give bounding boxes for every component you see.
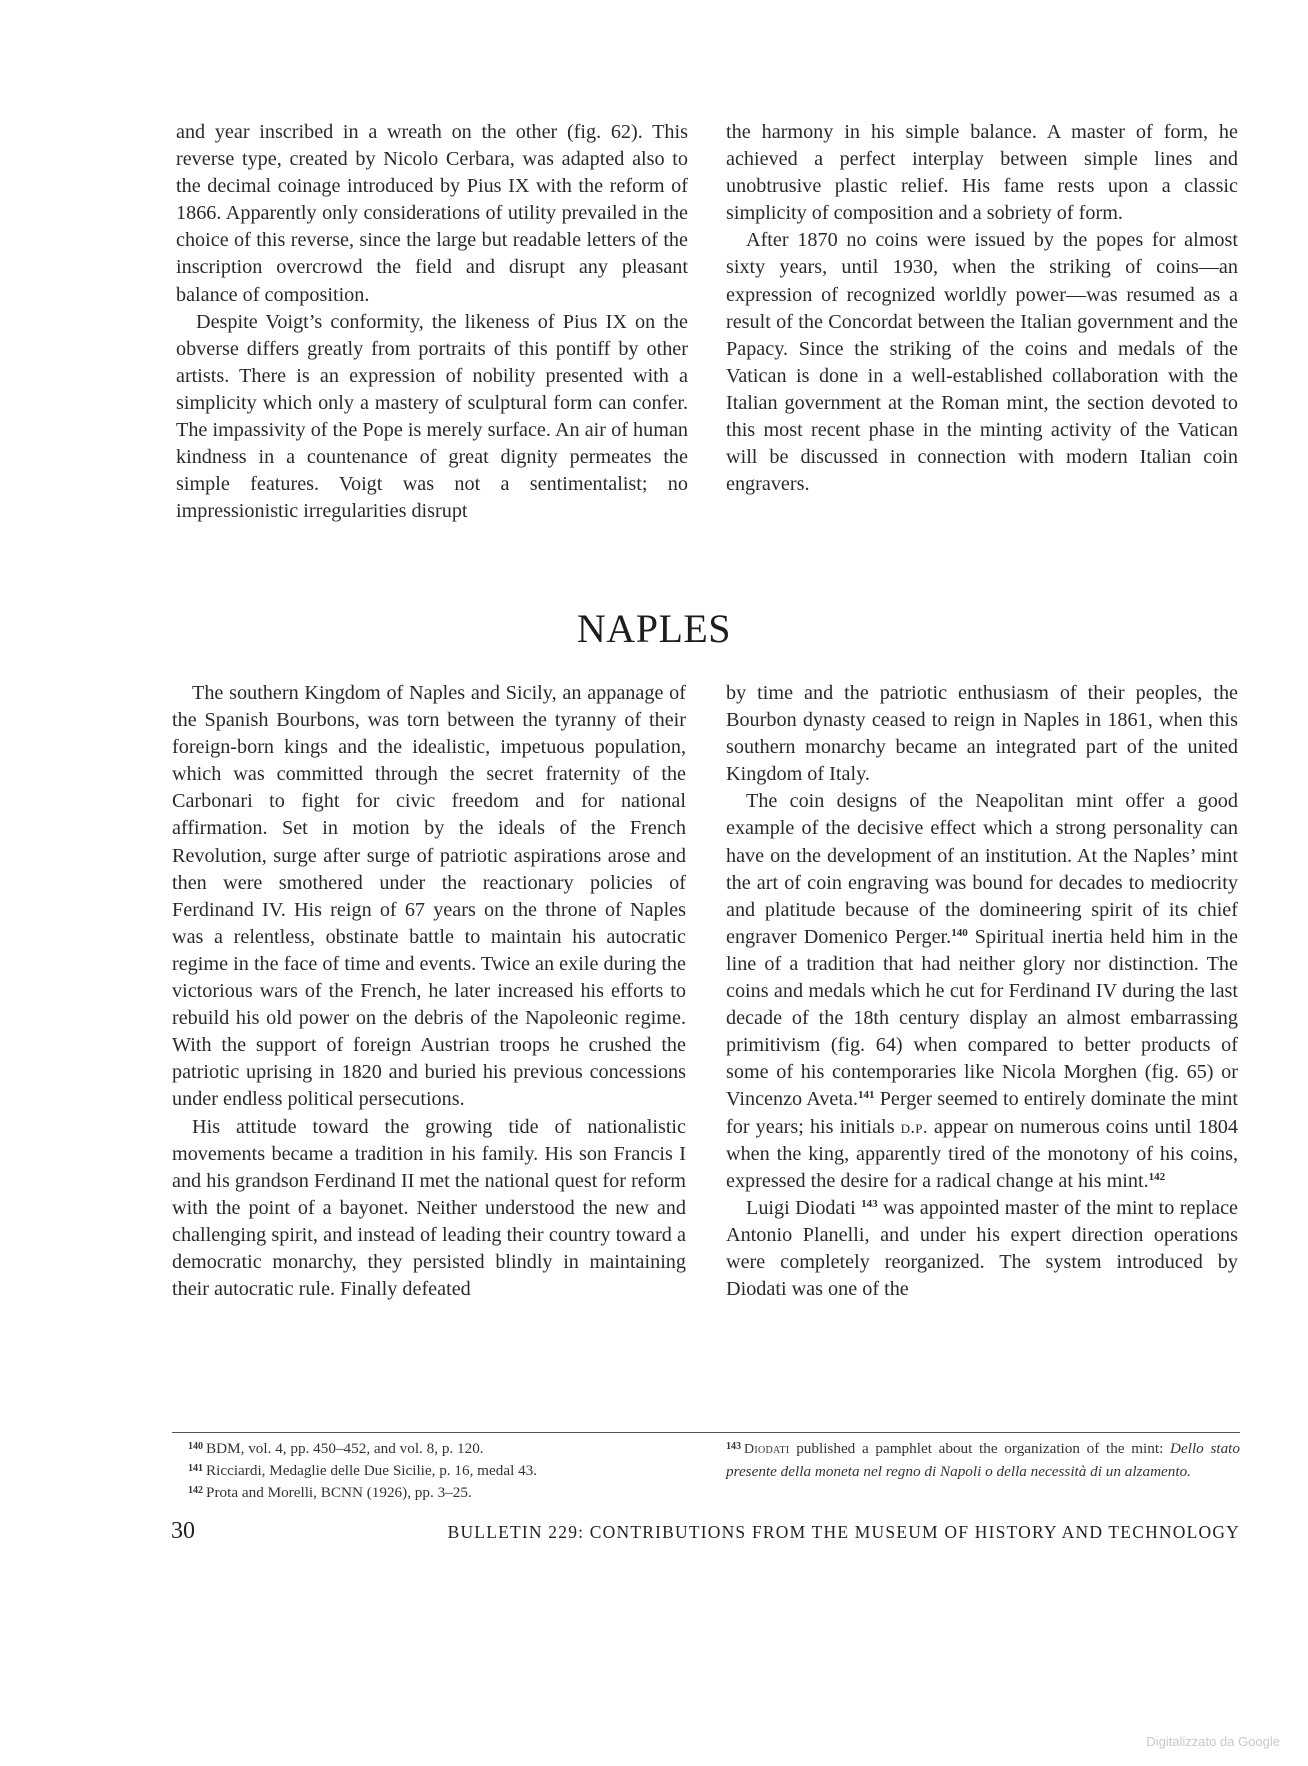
footnote-text: Prota and Morelli, BCNN (1926), pp. 3–25.: [206, 1484, 472, 1501]
running-footer: BULLETIN 229: CONTRIBUTIONS FROM THE MUSEUM OF HISTORY AND TECHNOLOGY: [447, 1522, 1240, 1542]
paragraph: [726, 1195, 1238, 1303]
paragraph: After 1870 no coins were issued by the popes for almost sixty years, until 1930, when the striking of coins—an expression of recognized worldly power—was resumed as a result of the Concordat between the Italian government and the Papacy. Since the striking of the coins and medals of the Vatican is done in a well-established collaboration with the Italian government at the Roman mint, the section devoted to this most recent phase in the minting activity of the Vatican will be discussed in connection with modern Italian coin engravers.: [726, 229, 1238, 496]
page-number: 30: [171, 1518, 195, 1544]
paragraph: The southern Kingdom of Naples and Sicily, an appanage of the Spanish Bourbons, was torn between the tyranny of their foreign-born kings and the idealistic, impetuous population, which was committed through the secret fraternity of the Carbonari to fight for civic freedom and for national affirmation. Set in motion by the ideals of the French Revolution, surge after surge of patriotic aspirations arose and then were smothered under the reactionary policies of Ferdinand IV. His reign of 67 years on the throne of Naples was a relentless, obstinate battle to maintain his autocratic regime in the face of time and events. Twice an exile during the victorious wars of the French, he later increased his efforts to rebuild his old power on the debris of the Napoleonic regime. With the support of foreign Austrian troops he crushed the patriotic uprising in 1820 and buried his previous concessions under endless political persecutions.: [172, 682, 686, 1111]
footnote-number: 141: [188, 1463, 203, 1474]
section-heading: NAPLES: [576, 606, 732, 651]
paragraph: and year inscribed in a wreath on the other (fig. 62). This reverse type, created by Nicolo Cerbara, was adapted also to the decimal coinage introduced by Pius IX with the reform of 1866. Apparently only considerations of utility prevailed in the choice of this reverse, since the large but readable letters of the inscription overcrowd the field and disrupt any pleasant balance of composition.: [176, 121, 688, 306]
footnote-ref: 143: [861, 1197, 878, 1210]
column-bottom-right: [726, 680, 1238, 1303]
column-top-left: [176, 119, 688, 525]
footnote-text: BDM, vol. 4, pp. 450–452, and vol. 8, p. 120.: [206, 1440, 484, 1457]
footnote-text: Ricciardi, Medaglie delle Due Sicilie, p. 16, medal 43.: [206, 1462, 538, 1479]
footnotes-right: [726, 1438, 1240, 1483]
footnote-ref: 140: [951, 926, 968, 939]
footnotes-left: [188, 1438, 688, 1504]
footnote-divider: [172, 1432, 1240, 1433]
text-run: Perger seemed to entirely dominate the mint for years; his initials: [726, 1088, 1238, 1138]
footnote: [188, 1482, 688, 1504]
engraver-initials: d.p.: [900, 1116, 928, 1138]
footnote-title: Dello stato presente della moneta nel regno di Napoli o della necessità di un alzamento.: [726, 1440, 1240, 1480]
footnote-ref: 142: [1148, 1170, 1166, 1183]
text-run: The coin designs of the Neapolitan mint offer a good example of the decisive effect which a strong personality can have on the development of an institution. At the Naples’ mint the art of coin engraving was bound for decades to mediocrity and platitude because of the domineering spirit of its chief engraver Domenico Perger.: [726, 790, 1238, 948]
footnote-ref: 141: [857, 1089, 875, 1102]
paragraph: by time and the patriotic enthusiasm of their peoples, the Bourbon dynasty ceased to reign in Naples in 1861, when this southern monarchy became an integrated part of the united Kingdom of Italy.: [726, 682, 1238, 786]
footnote-number: 143: [726, 1441, 741, 1452]
footnote: [188, 1438, 688, 1460]
footnote: [188, 1460, 688, 1482]
column-bottom-left: [172, 680, 686, 1303]
footnote-number: 142: [188, 1485, 203, 1496]
paragraph: the harmony in his simple balance. A master of form, he achieved a perfect interplay between simple lines and unobtrusive plastic relief. His fame rests upon a classic simplicity of composition and a sobriety of form.: [726, 121, 1238, 225]
paragraph: [726, 788, 1238, 1194]
footnote-author: Diodati: [744, 1442, 790, 1457]
footnote-number: 140: [188, 1441, 203, 1452]
footnote: [726, 1438, 1240, 1483]
footnote-text: published a pamphlet about the organization of the mint:: [789, 1440, 1171, 1457]
text-run: was appointed master of the mint to replace Antonio Planelli, and under his expert direction operations were completely reorganized. The system introduced by Diodati was one of the: [726, 1196, 1238, 1301]
text-run: appear on numerous coins until 1804 when the king, apparently tired of the monotony of his coins, expressed the desire for a radical change at his mint.: [726, 1115, 1238, 1192]
column-top-right: [726, 119, 1238, 498]
text-run: Spiritual inertia held him in the line of a tradition that had neither glory nor distinction. The coins and medals which he cut for Ferdinand IV during the last decade of the 18th century display an almost embarrassing primitivism (fig. 64) when compared to better products of some of his contemporaries like Nicola Morghen (fig. 65) or Vincenzo Aveta.: [726, 925, 1239, 1111]
paragraph: Despite Voigt’s conformity, the likeness of Pius IX on the obverse differs greatly from portraits of this pontiff by other artists. There is an expression of nobility presented with a simplicity which only a mastery of sculptural form can confer. The impassivity of the Pope is merely surface. An air of human kindness in a countenance of great dignity permeates the simple features. Voigt was not a sentimentalist; no impressionistic irregularities disrupt: [176, 310, 688, 523]
watermark: Digitalizzato da Google: [1146, 1734, 1280, 1749]
paragraph: His attitude toward the growing tide of nationalistic movements became a tradition in his family. His son Francis I and his grandson Ferdinand II met the national quest for reform with the point of a bayonet. Neither understood the new and challenging spirit, and instead of leading their country toward a democratic monarchy, they persisted blindly in maintaining their autocratic rule. Finally defeated: [172, 1115, 686, 1301]
text-run: Luigi Diodati: [746, 1196, 862, 1219]
